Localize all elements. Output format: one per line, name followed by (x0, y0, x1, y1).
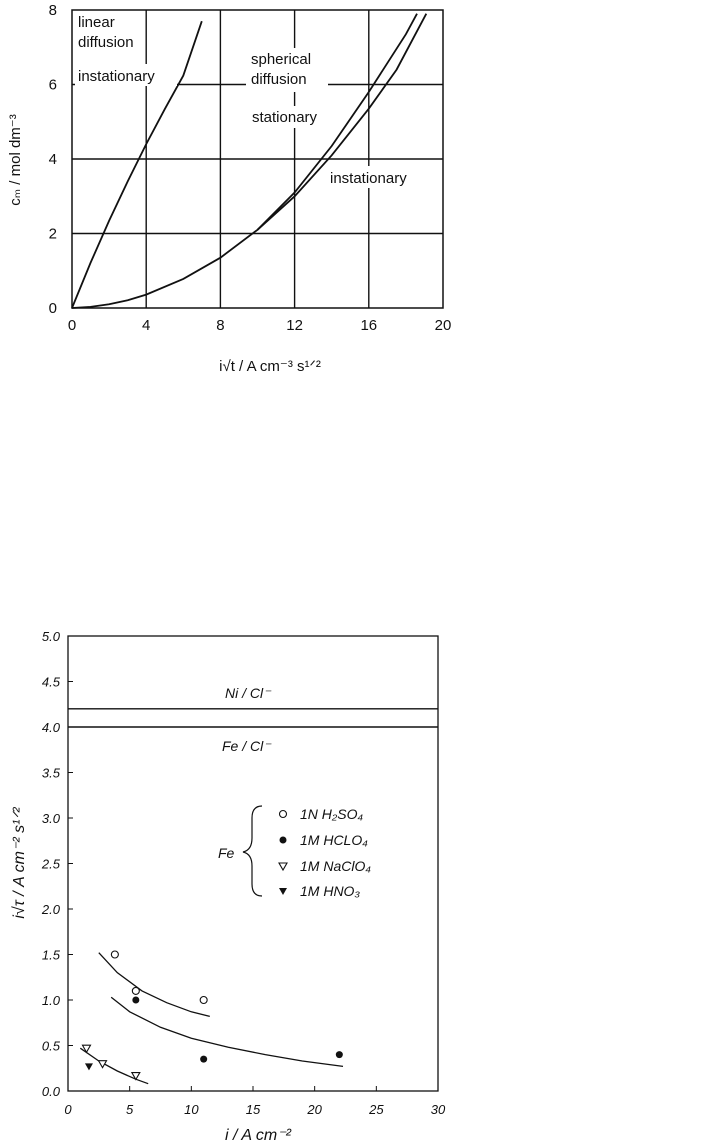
annotation-stationary: stationary (252, 109, 318, 126)
chart-top (7, 2, 451, 375)
legend-brace (243, 806, 262, 896)
y-tick-label: 2.0 (41, 902, 60, 917)
x-tick-label: 20 (307, 1102, 322, 1117)
legend-marker-filled-circle (280, 837, 287, 844)
point-open-circle (111, 951, 118, 958)
point-filled-triangle (85, 1063, 93, 1070)
y-tick-label: 8 (48, 2, 57, 19)
y-tick-label: 3.5 (41, 765, 60, 781)
chart-bottom-frame (68, 636, 438, 1091)
x-tick-label: 8 (216, 317, 225, 334)
chart-bottom-fit-curves (80, 953, 343, 1084)
y-tick-label: 2.5 (41, 856, 60, 872)
annotation-linear: linear (78, 14, 115, 31)
annotation-linear-diffusion: diffusion (78, 34, 134, 51)
x-tick-label: 15 (245, 1102, 261, 1117)
y-tick-label: 4.5 (41, 674, 60, 690)
fit-curve (111, 997, 343, 1066)
point-filled-circle (132, 997, 139, 1004)
x-tick-label: 0 (67, 317, 77, 334)
chart-bottom-hlines (68, 709, 438, 727)
point-filled-circle (336, 1051, 343, 1058)
legend-label-h2so4: 1N H₂SO₄ (300, 806, 364, 822)
x-tick-label: 25 (369, 1102, 384, 1117)
legend-marker-open-triangle (279, 863, 287, 870)
chart-bottom-points (83, 951, 343, 1080)
chart-top-xlabel: i√t / A cm⁻³ s¹ᐟ² (219, 358, 321, 375)
x-tick-label: 0 (64, 1102, 72, 1117)
series-line (72, 14, 417, 308)
y-tick-label: 2 (48, 225, 57, 243)
y-tick-label: 0.0 (41, 1084, 60, 1099)
legend-marker-open-circle (280, 811, 287, 818)
point-open-circle (132, 987, 139, 994)
chart-bottom-ylabel: i√τ / A cm⁻² s¹ᐟ² (11, 807, 28, 919)
annotation-instationary-spherical: instationary (330, 170, 407, 187)
legend-label-hclo4: 1M HCLO₄ (300, 832, 368, 848)
point-filled-circle (200, 1056, 207, 1063)
chart-bottom-xlabel: i / A cm⁻² (225, 1127, 291, 1144)
point-open-circle (200, 997, 207, 1004)
chart-bottom-legend (218, 806, 371, 899)
chart-bottom (11, 629, 446, 1144)
hline-label-ni: Ni / Cl⁻ (225, 685, 271, 701)
legend-marker-filled-triangle (279, 888, 287, 895)
x-tick-label: 16 (360, 317, 378, 334)
y-tick-label: 1.5 (41, 947, 60, 963)
x-tick-label: 5 (126, 1102, 134, 1117)
y-tick-label: 1.0 (41, 993, 60, 1008)
y-tick-label: 6 (48, 76, 57, 94)
x-tick-label: 4 (142, 317, 151, 334)
legend-group-label: Fe (218, 845, 235, 861)
x-tick-label: 20 (434, 317, 452, 334)
legend-label-naclo4: 1M NaClO₄ (300, 858, 371, 874)
y-tick-label: 0 (48, 300, 57, 317)
legend-label-hno3: 1M HNO₃ (300, 883, 360, 899)
y-tick-label: 4 (48, 151, 57, 168)
y-tick-label: 0.5 (41, 1038, 60, 1054)
y-tick-label: 3.0 (41, 811, 60, 826)
annotation-spherical: spherical (251, 51, 312, 68)
chart-bottom-ticks (41, 629, 446, 1117)
x-tick-label: 12 (286, 317, 303, 334)
fit-curve (99, 953, 210, 1017)
x-tick-label: 30 (430, 1102, 446, 1117)
y-tick-label: 5.0 (41, 629, 60, 644)
annotation-instationary-linear: instationary (78, 68, 155, 85)
hline-label-fe: Fe / Cl⁻ (222, 738, 271, 754)
x-tick-label: 10 (184, 1102, 199, 1117)
chart-top-ylabel: cₘ / mol dm⁻³ (7, 114, 24, 206)
annotation-spherical-diffusion: diffusion (251, 71, 307, 88)
y-tick-label: 4.0 (41, 720, 60, 735)
